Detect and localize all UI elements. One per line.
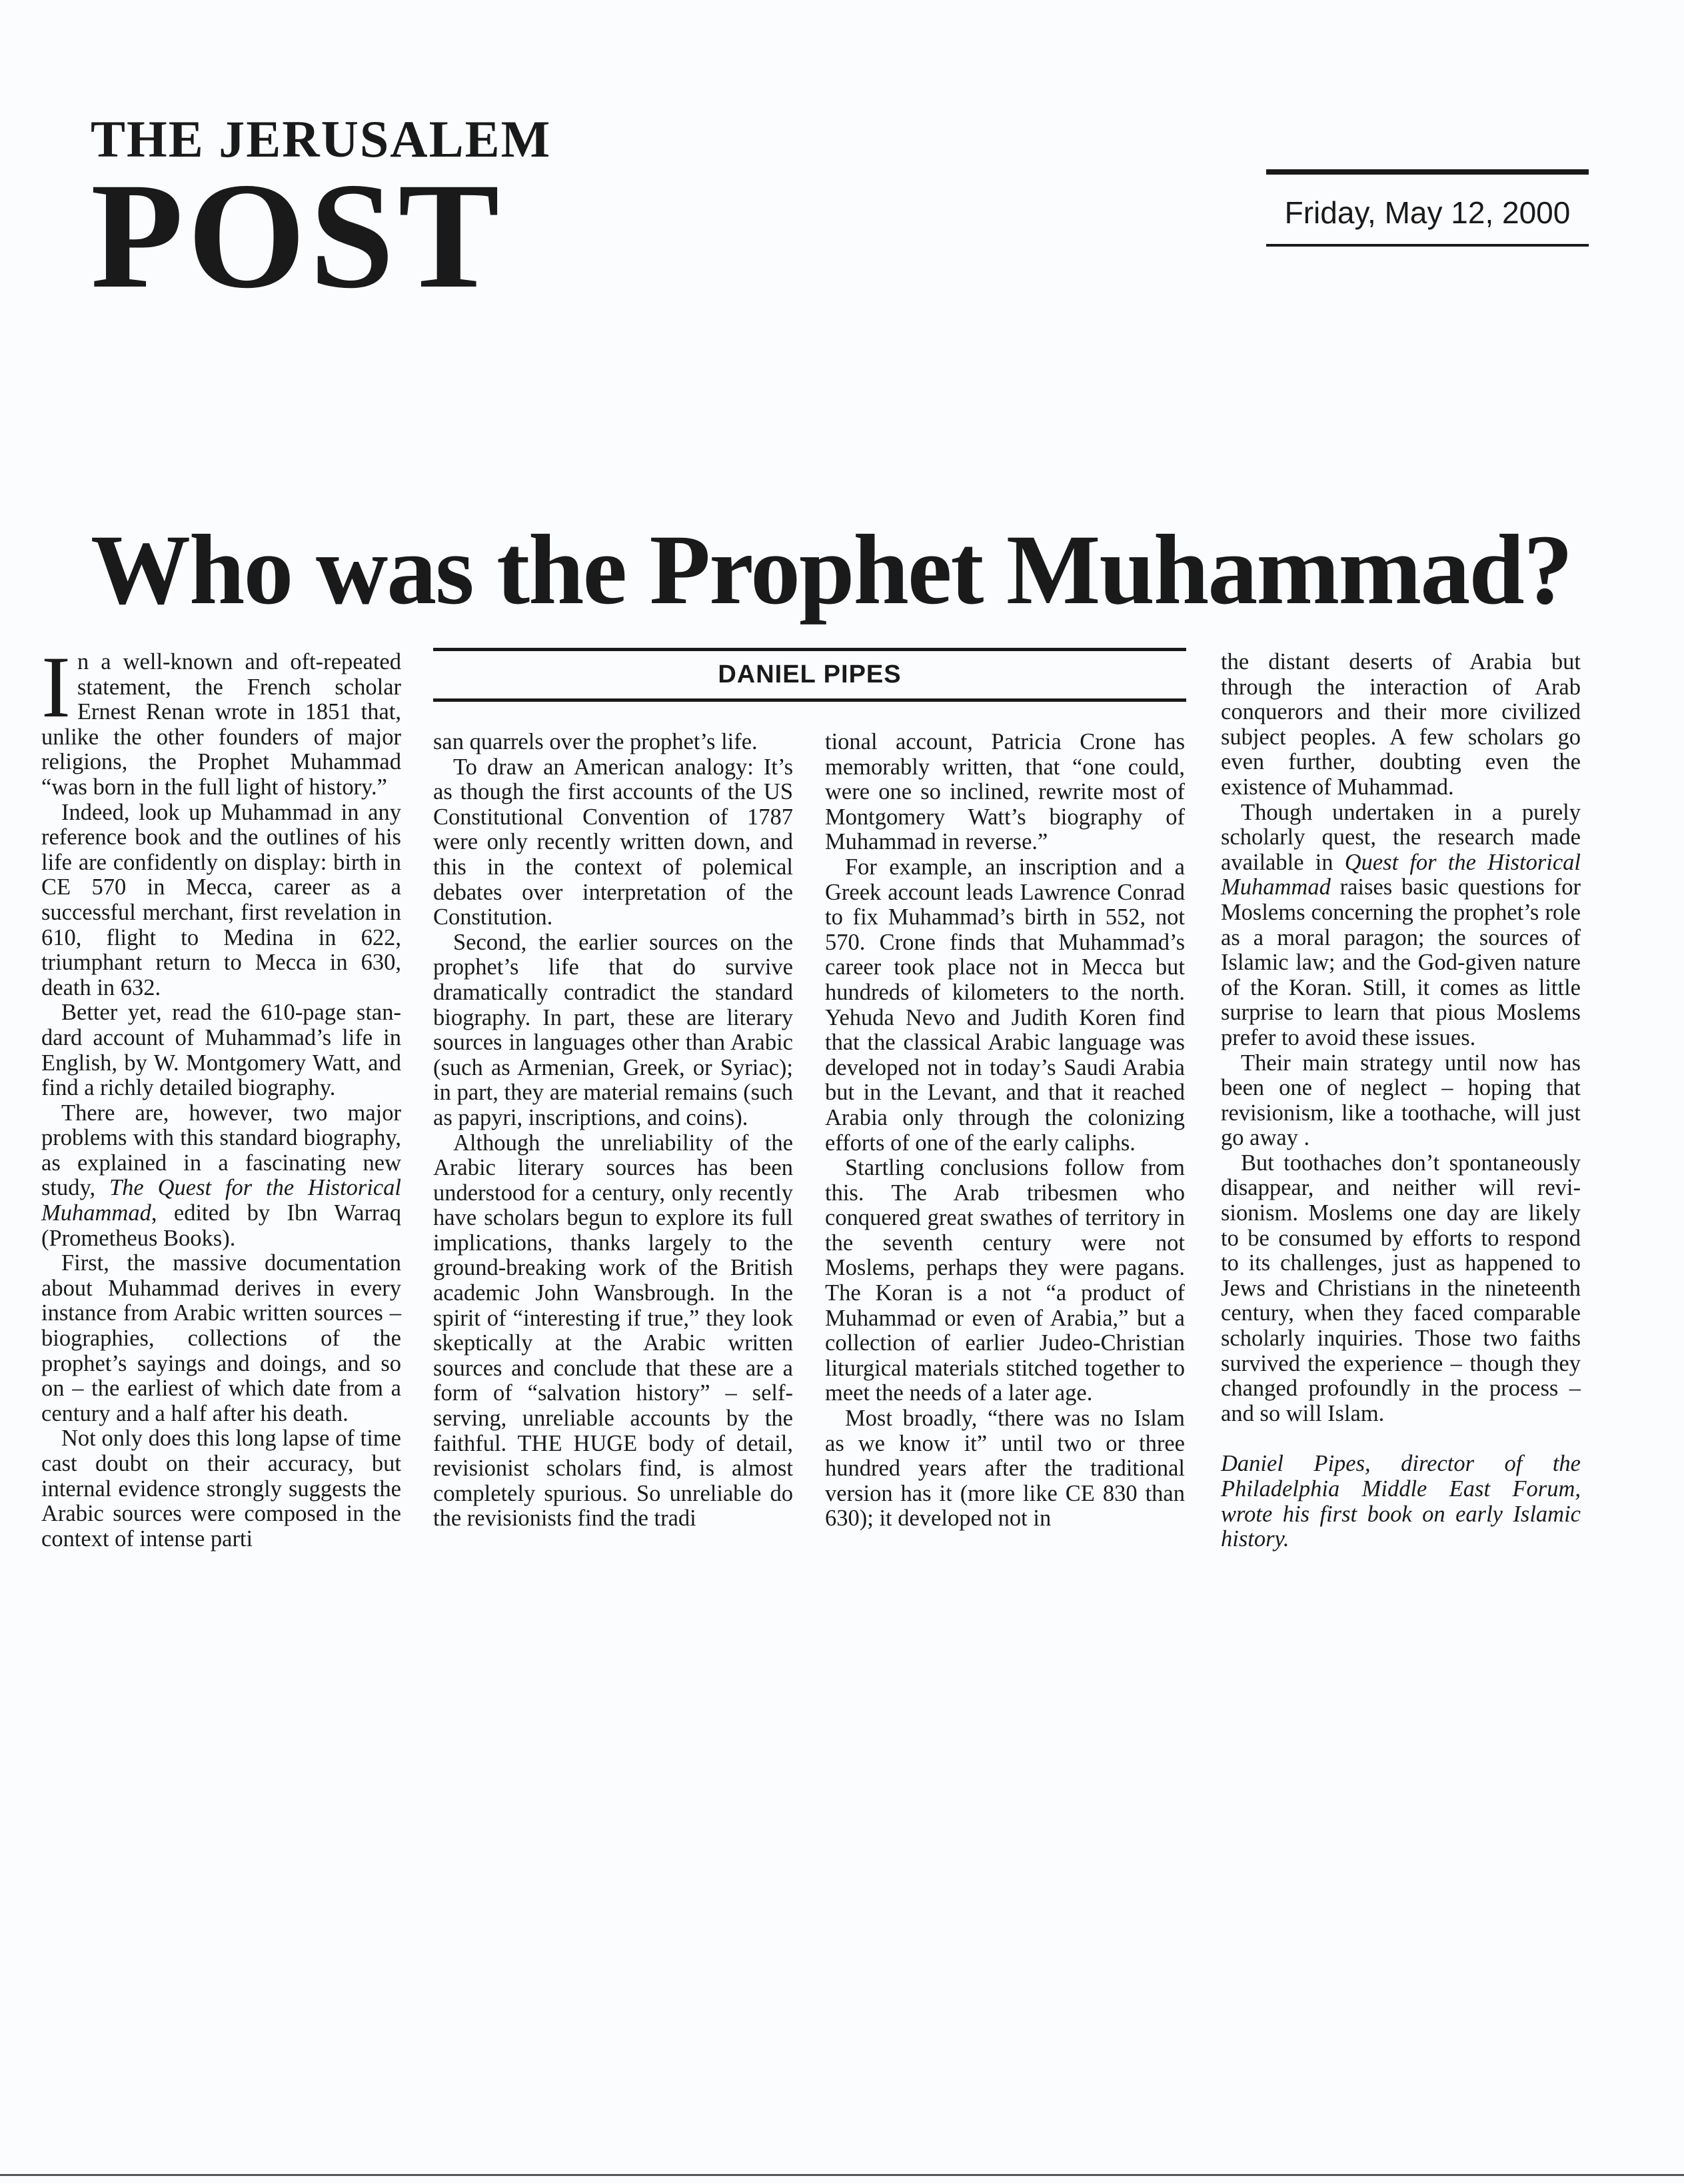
- article-column-1: [41, 638, 401, 1552]
- byline-box: [433, 648, 1186, 702]
- author-signature: Daniel Pipes, director of the Philadelphia Middle East Forum, wrote his first book on early Islamic history.: [1221, 1451, 1581, 1552]
- paragraph: Although the unreliability of the Arabic literary sources has been understood for a century, only recently have scholars begun to explore its full implications, thanks largely to the ground-breaking work of the British academic John Wansbrough. In the spirit of “interesting if true,” they look skeptically at the Arabic written sources and conclude that these are a form of “salvation history” – self-serving, unreliable accounts by the faithful. THE HUGE body of detail, revisionist scholars find, is almost completely spurious. So unreliable do the revisionists find the tradi: [433, 1130, 793, 1532]
- paragraph: tional account, Patricia Crone has memorably written, that “one could, were one so inclined, rewrite most of Montgomery Watt’s biography of Muhammad in reverse.”: [825, 729, 1185, 855]
- byline-rule-bottom: [433, 698, 1186, 702]
- paragraph: [41, 638, 401, 800]
- dateline: [1266, 169, 1589, 247]
- paragraph: san quarrels over the prophet’s life.: [433, 729, 758, 754]
- paragraph-text: n a well-known and oft-repeated statement, the French scholar Ernest Renan wrote in 1851 that, unlike the other founders of major religions, the Prophet Muhammad “was born in the full light of history.”: [41, 649, 401, 800]
- paragraph: First, the massive documentation about Muhammad derives in every instance from Arabic written sources – biographies, collections of the prophet’s sayings and doings, and so on – the earliest of which date from a century and a half after his death.: [41, 1250, 401, 1426]
- paragraph: Not only does this long lapse of time cast doubt on their accuracy, but internal evidence strongly suggests the Arabic sources were composed in the context of intense parti: [41, 1426, 401, 1552]
- paragraph-text: There are, however, two major problems with this standard biography, as explained in a fascinating new study,: [41, 1100, 401, 1201]
- dateline-rule-top: [1266, 169, 1589, 175]
- page-bottom-edge: [0, 2174, 1684, 2176]
- paragraph: Indeed, look up Muhammad in any reference book and the outlines of his life are confidently on display: birth in CE 570 in Mecca, career as a successful merchant, first revelation in 610, flight to Medina in 622, triumphant return to Mecca in 630, death in 632.: [41, 799, 401, 1000]
- paragraph: To draw an American analogy: It’s as though the first accounts of the US Constitutional Convention of 1787 were only recently written down, and this in the context of polemical debates over interpretation of the Constitution.: [433, 754, 793, 930]
- paragraph: Better yet, read the 610-page standard account of Muhammad’s life in English, by W. Montgomery Watt, and find a richly detailed biography.: [41, 1000, 401, 1101]
- paragraph: the distant deserts of Arabia but through the interaction of Arab conquerors and their more civilized subject peoples. A few scholars go even further, doubting even the existence of Muhammad.: [1221, 649, 1581, 800]
- paragraph: Most broadly, “there was no Islam as we know it” until two or three hundred years after the traditional version has it (more like CE 830 than 630); it developed not in: [825, 1406, 1185, 1532]
- article-column-3: [825, 730, 1185, 1532]
- paragraph: Their main strategy until now has been one of neglect – hoping that revisionism, like a toothache, will just go away .: [1221, 1050, 1581, 1151]
- paragraph-text: Though undertaken in a purely scholarly quest, the research made available in: [1221, 799, 1581, 875]
- masthead-line-2: POST: [91, 152, 504, 320]
- article-column-2: [433, 730, 793, 1532]
- paragraph: [1221, 800, 1581, 1051]
- paragraph: Second, the earlier sources on the prophet’s life that do survive dramatically contradict the standard biography. In part, these are literary sources in languages other than Arabic (such as Armenian, Greek, or Syriac); in part, they are material remains (such as papyri, inscriptions, and coins).: [433, 929, 793, 1130]
- paragraph: For example, an inscription and a Greek account leads Lawrence Conrad to fix Muhammad’s birth in 552, not 570. Crone finds that Muhammad’s career took place not in Mecca but hundreds of kilometers to the north. Yehuda Nevo and Judith Koren find that the classical Arabic language was developed not in today’s Saudi Arabia but in the Levant, and that it reached Arabia only through the colonizing efforts of one of the early caliphs.: [825, 854, 1185, 1156]
- article-column-4: [1221, 650, 1581, 1552]
- headline: Who was the Prophet Muhammad?: [91, 515, 1572, 625]
- publication-date: Friday, May 12, 2000: [1284, 195, 1571, 230]
- paragraph-text: raises basic questions for Moslems concerning the prophet’s role as a moral paragon; the sources of Islamic law; and the God-given nature of the Koran. Still, it comes as little surprise to learn that pious Moslems prefer to avoid these issues.: [1221, 874, 1581, 1050]
- byline: DANIEL PIPES: [718, 660, 902, 688]
- drop-cap: I: [41, 638, 71, 736]
- dateline-rule-bottom: [1266, 244, 1589, 247]
- masthead-line-1: THE JERUSALEM: [91, 110, 552, 168]
- paragraph: But toothaches don’t spontaneously disappear, and neither will revisionism. Moslems one day are likely to be consumed by efforts to respond to its challenges, just as happened to Jews and Christians in the nineteenth century, when they faced comparable scholarly inquiries. Those two faiths survived the experience – though they changed profoundly in the process – and so will Islam.: [1221, 1150, 1581, 1426]
- paragraph: Startling conclusions follow from this. The Arab tribesmen who conquered great swathes of territory in the seventh century were not Moslems, perhaps they were pagans. The Koran is a not “a product of Muhammad or even of Arabia,” but a collection of earlier Judeo-Christian liturgical materials stitched together to meet the needs of a later age.: [825, 1155, 1185, 1406]
- paragraph-text: , edited by Ibn Warraq (Prometheus Books).: [41, 1200, 401, 1251]
- book-title: The Quest for the Historical Muhammad: [41, 1175, 401, 1226]
- paragraph: [41, 1101, 401, 1252]
- book-title: Quest for the Historical Muhammad: [1221, 849, 1581, 900]
- masthead: [91, 110, 690, 320]
